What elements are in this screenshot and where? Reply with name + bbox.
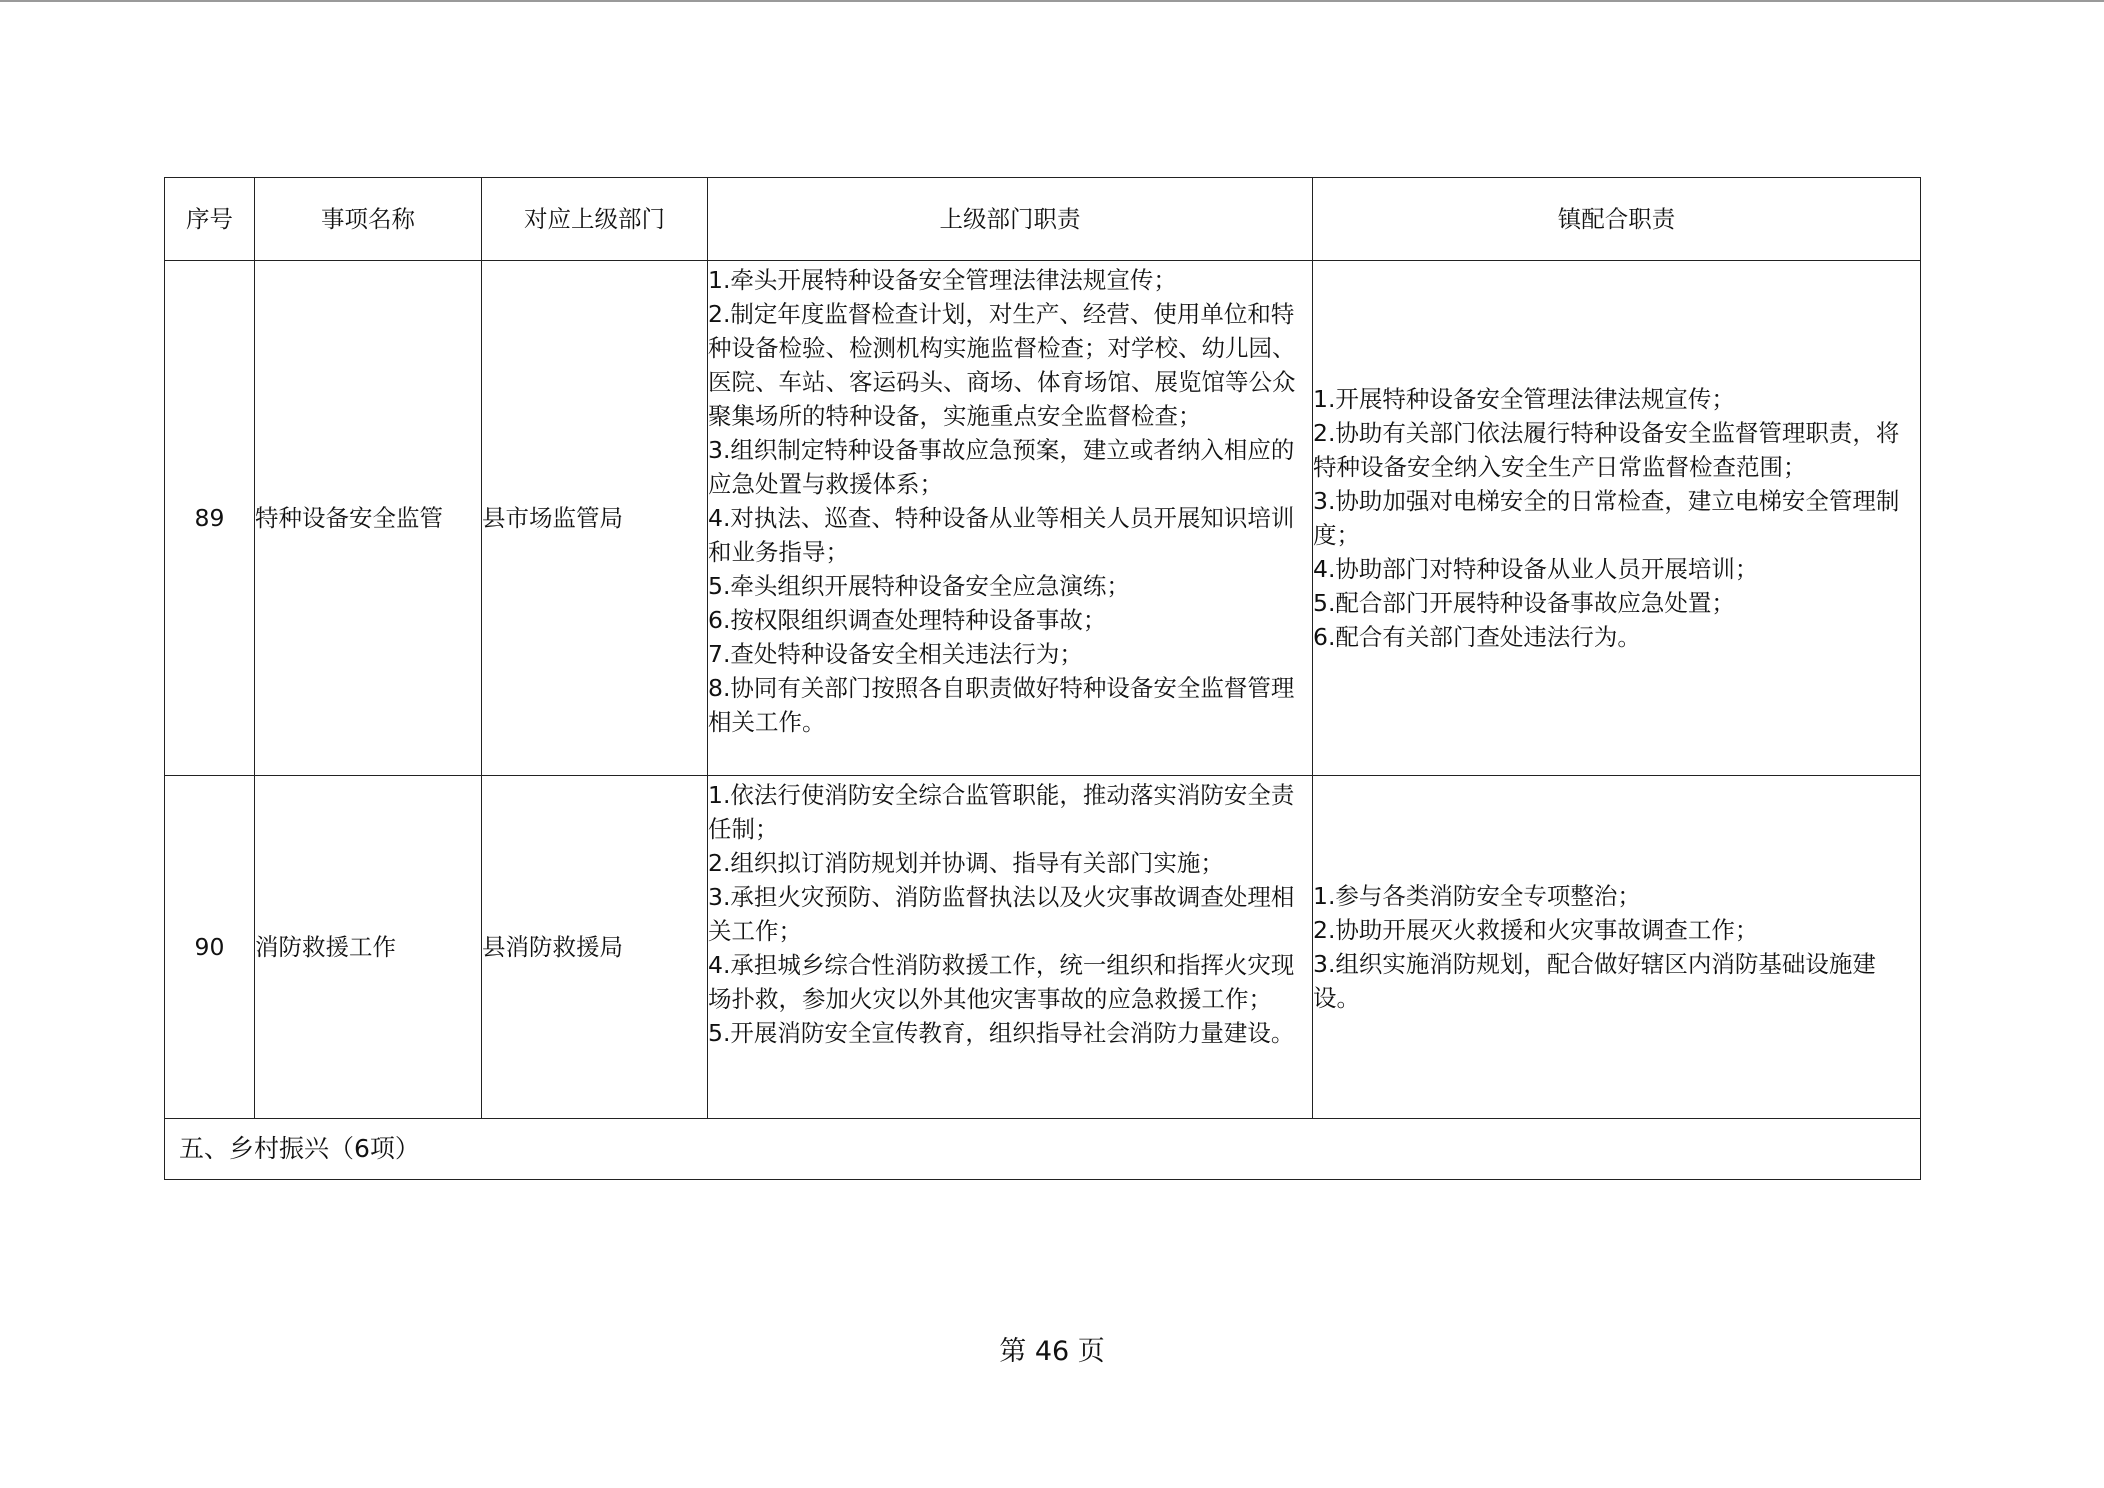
duty-item: 3.承担火灾预防、消防监督执法以及火灾事故调查处理相关工作；: [708, 883, 1295, 945]
duty-item: 1.参与各类消防安全专项整治；: [1313, 882, 1641, 910]
row-upper-dept: 县消防救援局: [482, 776, 708, 1119]
duty-item: 4.对执法、巡查、特种设备从业等相关人员开展知识培训和业务指导；: [708, 504, 1295, 566]
duty-item: 3.组织实施消防规划，配合做好辖区内消防基础设施建设。: [1313, 950, 1876, 1012]
duty-item: 4.协助部门对特种设备从业人员开展培训；: [1313, 555, 1759, 583]
header-item-name: 事项名称: [255, 178, 482, 261]
table-row: [165, 261, 1921, 776]
section-title: 五、乡村振兴（6项）: [165, 1119, 1921, 1180]
header-town-duties: 镇配合职责: [1313, 178, 1921, 261]
duty-item: 8.协同有关部门按照各自职责做好特种设备安全监督管理相关工作。: [708, 674, 1295, 736]
row-item-name: 消防救援工作: [255, 776, 482, 1119]
duty-item: 3.协助加强对电梯安全的日常检查，建立电梯安全管理制度；: [1313, 487, 1900, 549]
duty-item: 1.牵头开展特种设备安全管理法律法规宣传；: [708, 266, 1177, 294]
duty-item: 5.配合部门开展特种设备事故应急处置；: [1313, 589, 1735, 617]
row-seq: 90: [165, 776, 255, 1119]
duty-item: 6.按权限组织调查处理特种设备事故；: [708, 606, 1107, 634]
duty-item: 1.开展特种设备安全管理法律法规宣传；: [1313, 385, 1735, 413]
table-row: [165, 776, 1921, 1119]
header-seq: 序号: [165, 178, 255, 261]
duty-item: 5.牵头组织开展特种设备安全应急演练；: [708, 572, 1130, 600]
duty-item: 1.依法行使消防安全综合监管职能，推动落实消防安全责任制；: [708, 781, 1295, 843]
row-upper-duties: [708, 776, 1313, 1119]
duty-item: 5.开展消防安全宣传教育，组织指导社会消防力量建设。: [708, 1019, 1295, 1047]
row-upper-dept: 县市场监管局: [482, 261, 708, 776]
duty-item: 4.承担城乡综合性消防救援工作，统一组织和指挥火灾现场扑救，参加火灾以外其他灾害事故的应急救援工作；: [708, 951, 1295, 1013]
row-town-duties: [1313, 776, 1921, 1119]
row-seq: 89: [165, 261, 255, 776]
duty-item: 6.配合有关部门查处违法行为。: [1313, 623, 1641, 651]
duty-item: 2.制定年度监督检查计划，对生产、经营、使用单位和特种设备检验、检测机构实施监督检查；对学校、幼儿园、医院、车站、客运码头、商场、体育场馆、展览馆等公众聚集场所的特种设备，实施重点安全监督检查；: [708, 300, 1296, 430]
page-top-border: [0, 0, 2104, 2]
duty-item: 2.协助开展灭火救援和火灾事故调查工作；: [1313, 916, 1759, 944]
section-row: [165, 1119, 1921, 1180]
row-item-name: 特种设备安全监管: [255, 261, 482, 776]
header-upper-duties: 上级部门职责: [708, 178, 1313, 261]
duties-table: [164, 177, 1921, 1180]
duty-item: 2.协助有关部门依法履行特种设备安全监督管理职责，将特种设备安全纳入安全生产日常监督检查范围；: [1313, 419, 1900, 481]
duty-item: 3.组织制定特种设备事故应急预案，建立或者纳入相应的应急处置与救援体系；: [708, 436, 1295, 498]
duty-item: 7.查处特种设备安全相关违法行为；: [708, 640, 1083, 668]
header-upper-dept: 对应上级部门: [482, 178, 708, 261]
row-upper-duties: [708, 261, 1313, 776]
page-number: 第 46 页: [999, 1336, 1105, 1367]
row-town-duties: [1313, 261, 1921, 776]
table-header-row: [165, 178, 1921, 261]
duty-item: 2.组织拟订消防规划并协调、指导有关部门实施；: [708, 849, 1224, 877]
